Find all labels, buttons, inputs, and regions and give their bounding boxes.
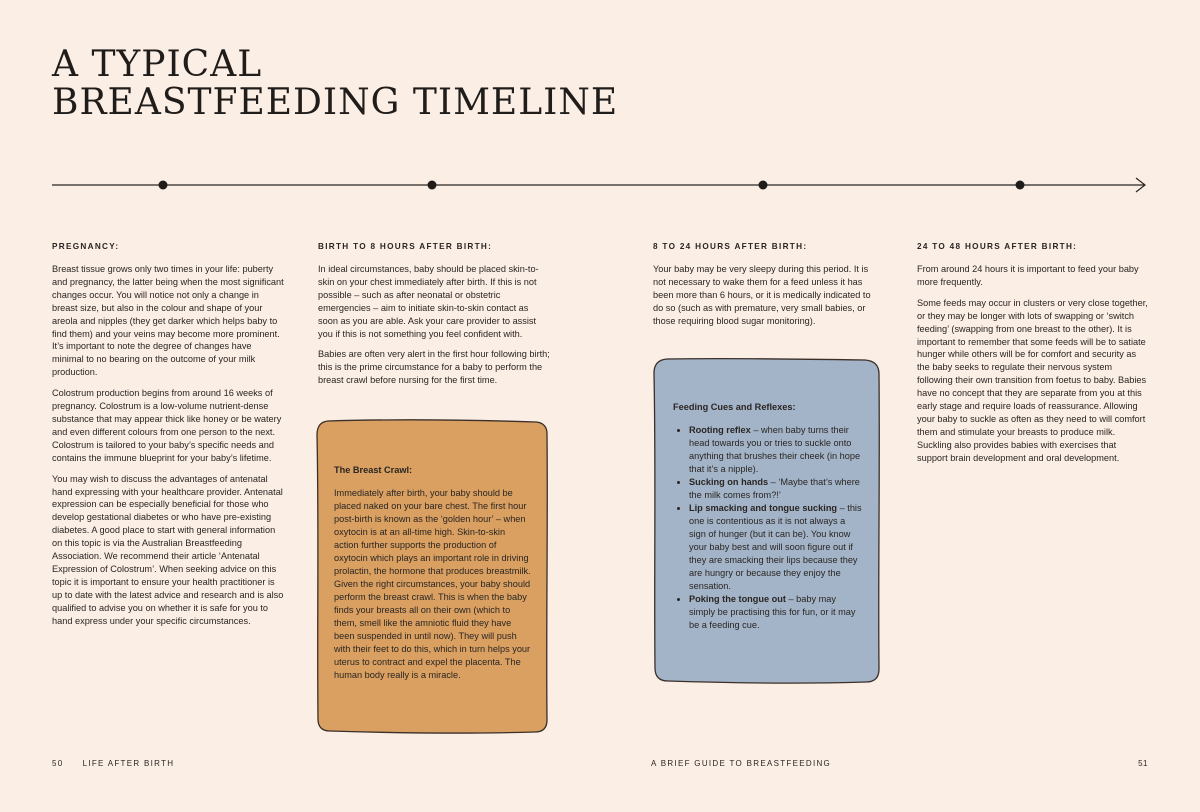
list-item <box>689 502 863 593</box>
timeline-marker-birth <box>428 181 437 190</box>
feeding-cues-title: Feeding Cues and Reflexes: <box>673 402 796 412</box>
right-page-number: 51 <box>1138 759 1148 768</box>
timeline-arrow <box>0 172 1200 200</box>
left-page-number: 50 <box>52 759 64 768</box>
section-paragraph: You may wish to discuss the advantages of antenatal hand expressing with your healthcare provider. Antenatal expression can be especially beneficial for those who develop gestational diabetes or who have pre-existing diabetes. A good place to start with general information on this topic is via the Australian Breastfeeding Association. We recommend their article ‘Antenatal Expression of Colostrum’. When seeking advice on this topic it is important to ensure your health practitioner is up to date with the latest advice and research and is also qualified to advise you on whether it is safe for you to hand express under your specific circumstances. <box>52 473 284 626</box>
section-birth-to-8h <box>318 242 550 395</box>
cue-term: Poking the tongue out <box>689 594 786 604</box>
section-heading: BIRTH TO 8 HOURS AFTER BIRTH: <box>318 242 493 251</box>
section-heading: 24 TO 48 HOURS AFTER BIRTH: <box>917 242 1078 251</box>
cue-term: Sucking on hands <box>689 477 769 487</box>
cue-description: – ‘Maybe that’s where the milk comes from?!’ <box>689 477 860 500</box>
list-item <box>689 593 863 632</box>
cue-term: Rooting reflex <box>689 425 751 435</box>
section-paragraph: Your baby may be very sleepy during this period. It is not necessary to wake them for a feed unless it has been more than 6 hours, or it is medically indicated to do so (such as with premature, very small babies, or those requiring blood sugar monitoring). <box>653 264 871 326</box>
page-title-line-2: BREASTFEEDING TIMELINE <box>52 82 619 123</box>
section-24-to-48h <box>917 242 1149 473</box>
page-title <box>52 46 618 122</box>
section-pregnancy <box>52 242 284 635</box>
list-item <box>689 476 863 502</box>
timeline-marker-8-24h <box>759 181 768 190</box>
cue-term: Lip smacking and tongue sucking <box>689 503 838 513</box>
section-paragraph: Colostrum production begins from around 16 weeks of pregnancy. Colostrum is a low-volume nutrient-dense substance that may appear thick like honey or be watery and even different colours from one person to the next. Colostrum is tailored to your baby’s specific needs and contains the immune blueprint for your baby’s lifetime. <box>52 388 282 463</box>
footer-left <box>52 759 174 768</box>
cue-description: – this one is contentious as it is not always a sign of hunger (but it can be). You know your baby best and will soon figure out if they are smacking their lips because they are hungry or because they enjoy the sensation. <box>689 503 862 591</box>
breast-crawl-box <box>314 418 550 736</box>
section-paragraph: In ideal circumstances, baby should be placed skin-to-skin on your chest immediately after birth. If this is not possible – such as after neonatal or obstetric emergencies – aim to initiate skin-to-skin contact as soon as you are able. Ask your care provider to assist you if this is not something you feel confident with. <box>318 264 539 339</box>
timeline-marker-pregnancy <box>159 181 168 190</box>
timeline-marker-24-48h <box>1016 181 1025 190</box>
section-heading: PREGNANCY: <box>52 242 120 251</box>
breast-crawl-title: The Breast Crawl: <box>334 465 413 475</box>
cue-description: – when baby turns their head towards you or tries to suckle onto anything that brushes their cheek (in hope that it’s a nipple). <box>689 425 861 474</box>
breast-crawl-text: Immediately after birth, your baby should be placed naked on your bare chest. The first hour post-birth is known as the ‘golden hour’ – when oxytocin is at an all-time high. Skin-to-skin action further supports the production of oxytocin which plays an important role in driving prolactin, the hormone that produces breastmilk. Given the right circumstances, your baby should perform the breast crawl. This is when the baby finds your breasts all on their own (which to them, smell like the amniotic fluid they have been suspended in until now). They will push with their feet to do this, which in turn helps your uterus to contract and expel the placenta. The human body really is a miracle. <box>334 488 531 680</box>
section-paragraph: From around 24 hours it is important to feed your baby more frequently. <box>917 264 1139 287</box>
section-8-to-24h <box>653 242 881 336</box>
section-heading: 8 TO 24 HOURS AFTER BIRTH: <box>653 242 808 251</box>
section-paragraph: Some feeds may occur in clusters or very close together, or they may be longer with lots of swapping or ‘switch feeding’ (swapping from one breast to the other). It is important to remember that some feeds will be to satiate hunger while others will be for comfort and security as the baby seeks to regulate their nervous system following their own transition from foetus to baby. Babies have no concept that they are separate from you at this early stage and require loads of reassurance. Allowing your baby to suckle as often as they need to will comfort them and stimulate your breasts to produce milk. Suckling also provides babies with exercises that support brain development and oral development. <box>917 297 1148 463</box>
page-title-line-1: A TYPICAL <box>52 44 263 85</box>
cue-description: – baby may simply be practising this for fun, or it may be a feeding cue. <box>689 594 856 630</box>
section-paragraph: Breast tissue grows only two times in your life: puberty and pregnancy, the latter being when the most significant changes occur. You will notice not only a change in breast size, but also in the colour and shape of your areola and nipples (they get darker which helps baby to find them) and your veins may become more prominent. It’s important to note the degree of changes have minimal to no bearing on the outcome of your milk production. <box>52 264 284 378</box>
left-section-label: LIFE AFTER BIRTH <box>82 759 175 768</box>
right-section-label: A BRIEF GUIDE TO BREASTFEEDING <box>651 759 832 768</box>
section-paragraph: Babies are often very alert in the first hour following birth; this is the prime circumstance for a baby to perform the breast crawl before nursing for the first time. <box>318 349 550 386</box>
feeding-cues-box <box>651 356 883 686</box>
list-item <box>689 424 863 476</box>
feeding-cues-list <box>673 424 863 632</box>
